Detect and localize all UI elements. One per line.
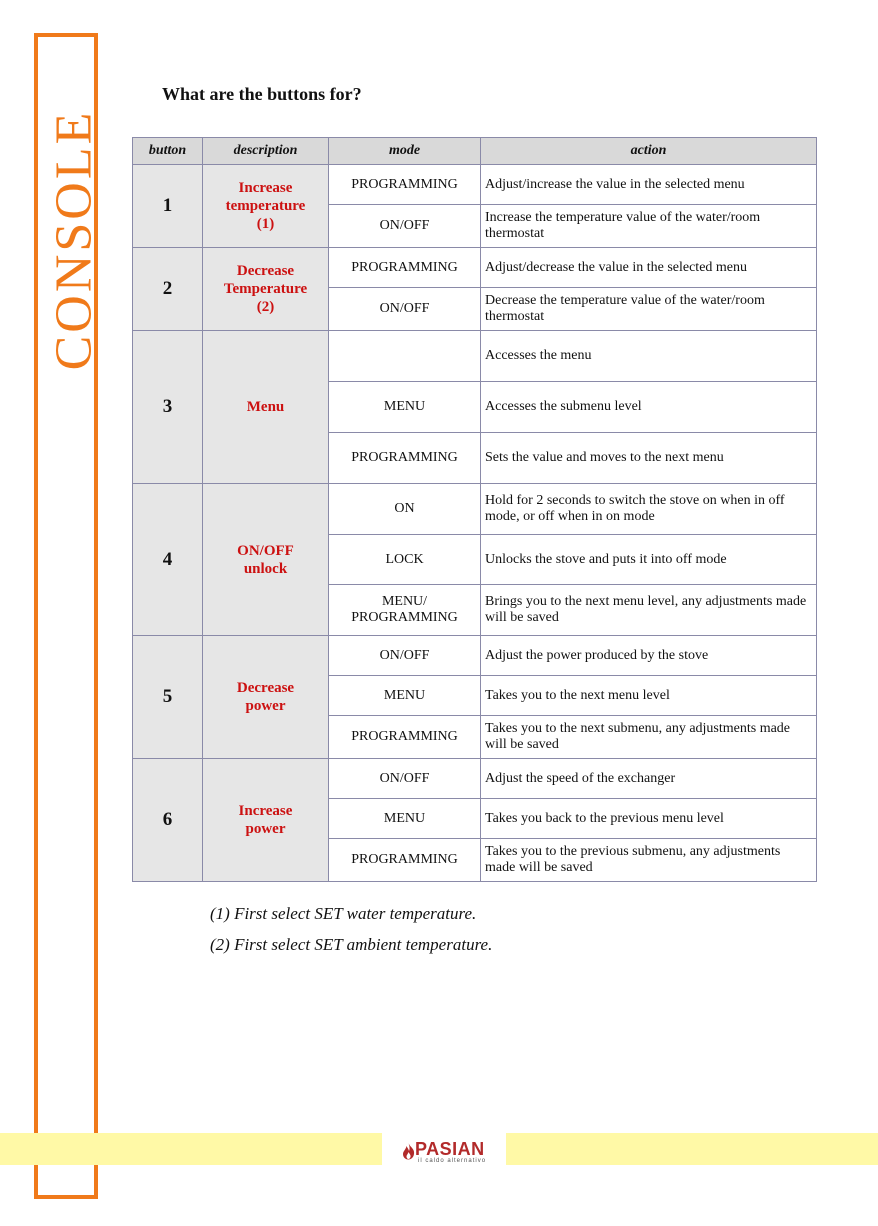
buttons-table: [132, 137, 817, 882]
mode-cell: ON/OFF: [329, 759, 481, 799]
button-number: 3: [133, 331, 203, 484]
action-cell: Increase the temperature value of the water/room thermostat: [481, 205, 817, 248]
header-button: button: [133, 138, 203, 165]
header-action: action: [481, 138, 817, 165]
header-description: description: [203, 138, 329, 165]
button-number: 4: [133, 484, 203, 636]
action-cell: Takes you to the previous submenu, any adjustments made will be saved: [481, 839, 817, 882]
mode-cell: ON/OFF: [329, 288, 481, 331]
footnotes: [210, 898, 492, 960]
mode-cell: ON/OFF: [329, 636, 481, 676]
button-number: 2: [133, 248, 203, 331]
button-description: Increase temperature (1): [203, 165, 329, 248]
table-row: [133, 636, 817, 676]
page-heading: What are the buttons for?: [162, 84, 362, 104]
button-description: Menu: [203, 331, 329, 484]
action-cell: Unlocks the stove and puts it into off mode: [481, 535, 817, 585]
footnote: (2) First select SET ambient temperature.: [210, 935, 493, 954]
mode-cell: PROGRAMMING: [329, 248, 481, 288]
mode-cell: PROGRAMMING: [329, 165, 481, 205]
action-cell: Hold for 2 seconds to switch the stove on when in off mode, or off when in on mode: [481, 484, 817, 535]
brand-tagline: il caldo alternativo: [418, 1158, 487, 1164]
action-cell: Accesses the menu: [481, 331, 817, 382]
action-cell: Brings you to the next menu level, any adjustments made will be saved: [481, 585, 817, 636]
button-number: 6: [133, 759, 203, 882]
mode-cell: MENU: [329, 382, 481, 433]
button-description: ON/OFF unlock: [203, 484, 329, 636]
mode-cell: MENU: [329, 676, 481, 716]
mode-cell: MENU: [329, 799, 481, 839]
sidebar-title: CONSOLE: [45, 109, 103, 371]
action-cell: Adjust the power produced by the stove: [481, 636, 817, 676]
mode-cell: PROGRAMMING: [329, 716, 481, 759]
brand-name: PASIAN: [415, 1139, 485, 1159]
action-cell: Decrease the temperature value of the water/room thermostat: [481, 288, 817, 331]
table-row: [133, 759, 817, 799]
action-cell: Adjust the speed of the exchanger: [481, 759, 817, 799]
action-cell: Takes you to the next submenu, any adjustments made will be saved: [481, 716, 817, 759]
button-description: Decrease power: [203, 636, 329, 759]
mode-cell: [329, 331, 481, 382]
footer-band-right: [506, 1133, 878, 1165]
button-number: 1: [133, 165, 203, 248]
mode-cell: PROGRAMMING: [329, 839, 481, 882]
button-number: 5: [133, 636, 203, 759]
action-cell: Sets the value and moves to the next menu: [481, 433, 817, 484]
action-cell: Adjust/increase the value in the selected menu: [481, 165, 817, 205]
table-row: [133, 248, 817, 288]
footnote: (1) First select SET water temperature.: [210, 904, 477, 923]
footer-band-left: [0, 1133, 382, 1165]
mode-cell: LOCK: [329, 535, 481, 585]
action-cell: Adjust/decrease the value in the selected menu: [481, 248, 817, 288]
mode-cell: ON: [329, 484, 481, 535]
action-cell: Accesses the submenu level: [481, 382, 817, 433]
button-description: Increase power: [203, 759, 329, 882]
table-header-row: [133, 138, 817, 165]
brand-logo: [400, 1140, 495, 1164]
mode-cell: ON/OFF: [329, 205, 481, 248]
table-row: [133, 484, 817, 535]
table-row: [133, 165, 817, 205]
table-row: [133, 331, 817, 382]
mode-cell: PROGRAMMING: [329, 433, 481, 484]
mode-cell: MENU/ PROGRAMMING: [329, 585, 481, 636]
button-description: Decrease Temperature (2): [203, 248, 329, 331]
action-cell: Takes you back to the previous menu level: [481, 799, 817, 839]
action-cell: Takes you to the next menu level: [481, 676, 817, 716]
header-mode: mode: [329, 138, 481, 165]
